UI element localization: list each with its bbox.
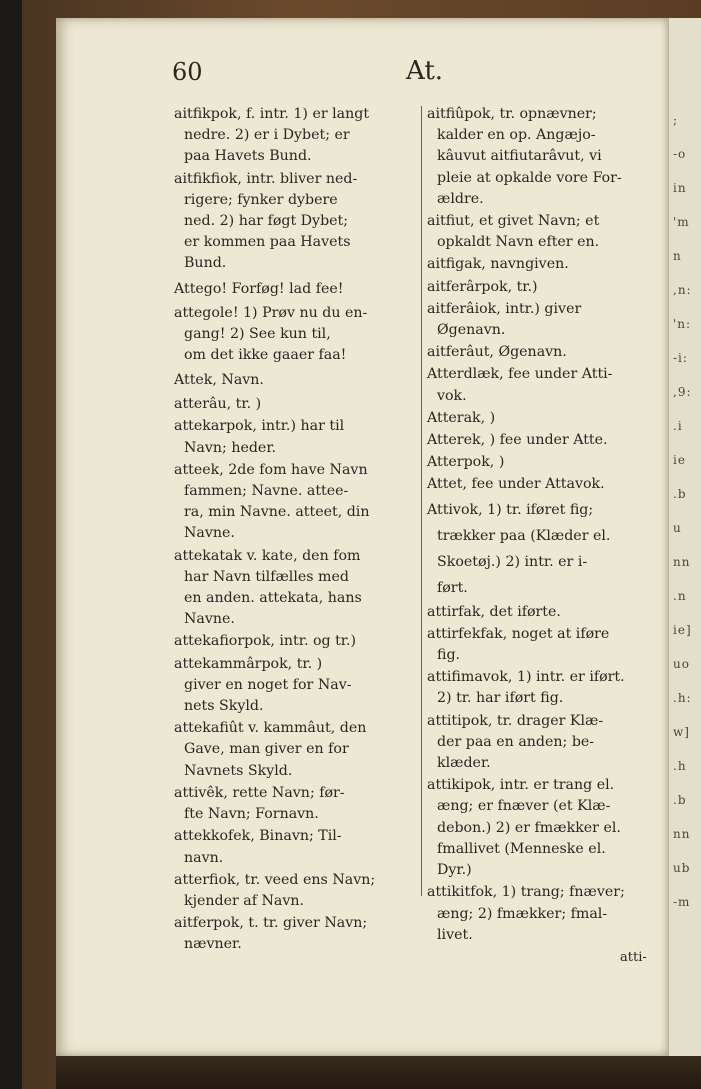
- entry-line: rigere; fynker dybere: [184, 191, 338, 208]
- entry-line: atterfiok, tr. veed ens Navn;: [174, 871, 376, 888]
- entry-line: om det ikke gaaer faa!: [184, 347, 347, 364]
- dictionary-entry: [174, 826, 420, 868]
- entry-line: aitferpok, t. tr. giver Navn;: [174, 915, 368, 932]
- entry-line: vok.: [437, 387, 467, 404]
- entry-line: nedre. 2) er i Dybet; er: [184, 127, 350, 144]
- facing-page-fragment: 'n:: [673, 317, 692, 331]
- entry-line: Navnets Skyld.: [184, 762, 293, 779]
- entry-line: navn.: [184, 849, 224, 866]
- entry-line: attikipok, intr. er trang el.: [427, 777, 615, 794]
- entry-line: ført.: [437, 579, 468, 596]
- entry-line: fig.: [437, 647, 461, 664]
- entry-line: ra, min Navne. atteet, din: [184, 504, 370, 521]
- dictionary-entry: [174, 718, 420, 782]
- dictionary-entry: [427, 667, 665, 709]
- entry-line: Navne.: [184, 611, 235, 628]
- column-divider: [421, 106, 422, 896]
- entry-line: aitfikpok, f. intr. 1) er langt: [174, 106, 370, 122]
- dictionary-entry: [427, 211, 665, 253]
- dictionary-entry: [427, 277, 665, 298]
- facing-page-fragment: -m: [673, 895, 691, 909]
- dictionary-entry: [427, 882, 665, 946]
- facing-page-fragment: .b: [673, 793, 687, 807]
- entry-line: Atterek, ) fee under Atte.: [427, 432, 608, 449]
- entry-line: aitfikfiok, intr. bliver ned-: [174, 170, 358, 187]
- dictionary-entry: [174, 654, 420, 718]
- entry-line: paa Havets Bund.: [184, 148, 312, 165]
- dictionary-entry: [427, 342, 665, 363]
- entry-line: kalder en op. Angæjo-: [437, 127, 596, 144]
- dictionary-entry: [174, 460, 420, 545]
- entry-line: gang! 2) See kun til,: [184, 325, 331, 342]
- dictionary-entry: [427, 254, 665, 275]
- dictionary-entry: [174, 870, 420, 912]
- entry-line: debon.) 2) er fmækker el.: [437, 819, 621, 836]
- entry-line: aitfiut, et givet Navn; et: [427, 213, 600, 230]
- dictionary-entry: [174, 169, 420, 275]
- entry-line: Øgenavn.: [437, 322, 506, 339]
- entry-line: der paa en anden; be-: [437, 733, 595, 750]
- entry-line: Attego! Forføg! lad fee!: [174, 280, 344, 297]
- facing-page-fragment: .n: [673, 589, 687, 603]
- entry-line: livet.: [437, 926, 473, 943]
- facing-page-fragment: nn: [673, 827, 691, 841]
- entry-line: attitipok, tr. drager Klæ-: [427, 712, 604, 729]
- entry-line: er kommen paa Havets: [184, 234, 351, 251]
- entry-line: attikitfok, 1) trang; fnæver;: [427, 884, 625, 901]
- entry-line: kjender af Navn.: [184, 892, 305, 909]
- entry-line: ældre.: [437, 190, 484, 207]
- facing-page-fragment: n: [673, 249, 682, 263]
- facing-page-fragment: ie: [673, 453, 686, 467]
- dictionary-entry: [174, 416, 420, 458]
- entry-line: aitfigak, navngiven.: [427, 256, 569, 273]
- entry-line: Dyr.): [437, 862, 472, 879]
- facing-page-fragment: .b: [673, 487, 687, 501]
- entry-line: attifimavok, 1) intr. er iført.: [427, 669, 625, 686]
- dictionary-entry: [427, 775, 665, 881]
- entry-line: attekafiorpok, intr. og tr.): [174, 633, 357, 650]
- facing-page-fragment: uo: [673, 657, 690, 671]
- entry-line: klæder.: [437, 755, 491, 772]
- entry-line: attekafiût v. kammâut, den: [174, 720, 367, 737]
- catchword: atti-: [620, 950, 647, 965]
- facing-page-fragment: -o: [673, 147, 687, 161]
- dictionary-entry: [174, 303, 420, 367]
- dictionary-entry: [427, 104, 665, 210]
- entry-line: aitferâiok, intr.) giver: [427, 300, 582, 317]
- running-head: At.: [406, 56, 444, 86]
- dictionary-entry: [427, 474, 665, 495]
- entry-line: aitfiûpok, tr. opnævner;: [427, 106, 597, 122]
- dictionary-entry: [174, 276, 420, 302]
- dictionary-entry: [174, 394, 420, 415]
- entry-line: Navn; heder.: [184, 439, 277, 456]
- dictionary-entry: [427, 299, 665, 341]
- dictionary-entry: [174, 631, 420, 652]
- dictionary-entry: [174, 913, 420, 955]
- dictionary-entry: [427, 711, 665, 775]
- entry-line: Atterpok, ): [427, 454, 505, 471]
- entry-line: fte Navn; Fornavn.: [184, 806, 319, 823]
- facing-page-fragment: ub: [673, 861, 691, 875]
- dictionary-entry: [174, 783, 420, 825]
- entry-line: Atterak, ): [427, 409, 496, 426]
- entry-line: Gave, man giver en for: [184, 741, 349, 758]
- dictionary-entry: [174, 367, 420, 393]
- entry-line: pleie at opkalde vore For-: [437, 169, 622, 186]
- left-column: [174, 104, 420, 957]
- entry-line: Navne.: [184, 525, 235, 542]
- entry-line: attekkofek, Binavn; Til-: [174, 828, 342, 845]
- entry-line: attekatak v. kate, den fom: [174, 547, 361, 564]
- facing-page-fragment: u: [673, 521, 682, 535]
- dictionary-entry: [174, 546, 420, 631]
- entry-line: Atterdlæk, fee under Atti-: [427, 366, 613, 383]
- entry-line: fmallivet (Menneske el.: [437, 840, 606, 857]
- dictionary-entry: [427, 497, 665, 601]
- entry-line: Skoetøj.) 2) intr. er i-: [437, 553, 588, 570]
- facing-page-fragment: .h: [673, 759, 687, 773]
- facing-page-fragment: -i:: [673, 351, 688, 365]
- entry-line: attirfak, det iførte.: [427, 603, 561, 620]
- facing-page-fragment: nn: [673, 555, 691, 569]
- facing-page-fragment: ,9:: [673, 385, 692, 399]
- entry-line: ned. 2) har føgt Dybet;: [184, 213, 349, 230]
- entry-line: fammen; Navne. attee-: [184, 483, 349, 500]
- page-number: 60: [172, 58, 203, 86]
- entry-line: attekarpok, intr.) har til: [174, 418, 345, 435]
- entry-line: Bund.: [184, 255, 227, 272]
- facing-page-fragment: ,n:: [673, 283, 692, 297]
- entry-line: aitferâut, Øgenavn.: [427, 344, 567, 361]
- entry-line: har Navn tilfælles med: [184, 568, 349, 585]
- entry-line: nets Skyld.: [184, 698, 264, 715]
- dictionary-entry: [427, 430, 665, 451]
- entry-line: en anden. attekata, hans: [184, 590, 362, 607]
- entry-line: æng; 2) fmækker; fmal-: [437, 905, 608, 922]
- facing-page-edge: [668, 18, 701, 1056]
- entry-line: opkaldt Navn efter en.: [437, 234, 600, 251]
- entry-line: æng; er fnæver (et Klæ-: [437, 798, 611, 815]
- facing-page-fragment: ;: [673, 113, 679, 127]
- entry-line: attivêk, rette Navn; før-: [174, 784, 345, 801]
- facing-page-fragment: ie]: [673, 623, 692, 637]
- dictionary-entry: [427, 452, 665, 473]
- dictionary-entry: [427, 408, 665, 429]
- facing-page-fragment: 'm: [673, 215, 690, 229]
- entry-line: giver en noget for Nav-: [184, 676, 352, 693]
- facing-page-fragment: w]: [673, 725, 690, 739]
- entry-line: attekammârpok, tr. ): [174, 655, 323, 672]
- entry-line: kâuvut aitfiutarâvut, vi: [437, 148, 602, 165]
- dictionary-entry: [427, 602, 665, 623]
- entry-line: aitferârpok, tr.): [427, 278, 538, 295]
- entry-line: nævner.: [184, 936, 242, 953]
- dictionary-entry: [427, 624, 665, 666]
- entry-line: Attek, Navn.: [174, 372, 264, 389]
- entry-line: trækker paa (Klæder el.: [437, 527, 611, 544]
- entry-line: attegole! 1) Prøv nu du en-: [174, 304, 368, 321]
- entry-line: Attivok, 1) tr. iføret fig;: [427, 501, 594, 518]
- right-column: [427, 104, 665, 947]
- entry-line: atterâu, tr. ): [174, 396, 262, 413]
- entry-line: Attet, fee under Attavok.: [427, 476, 605, 493]
- dictionary-entry: [427, 364, 665, 406]
- entry-line: 2) tr. har iført fig.: [437, 690, 564, 707]
- facing-page-fragment: .h:: [673, 691, 692, 705]
- page-bottom-shadow: [56, 1056, 701, 1089]
- dictionary-entry: [174, 104, 420, 168]
- facing-page-fragment: .i: [673, 419, 683, 433]
- entry-line: attirfekfak, noget at iføre: [427, 625, 610, 642]
- facing-page-fragment: in: [673, 181, 687, 195]
- entry-line: atteek, 2de fom have Navn: [174, 461, 368, 478]
